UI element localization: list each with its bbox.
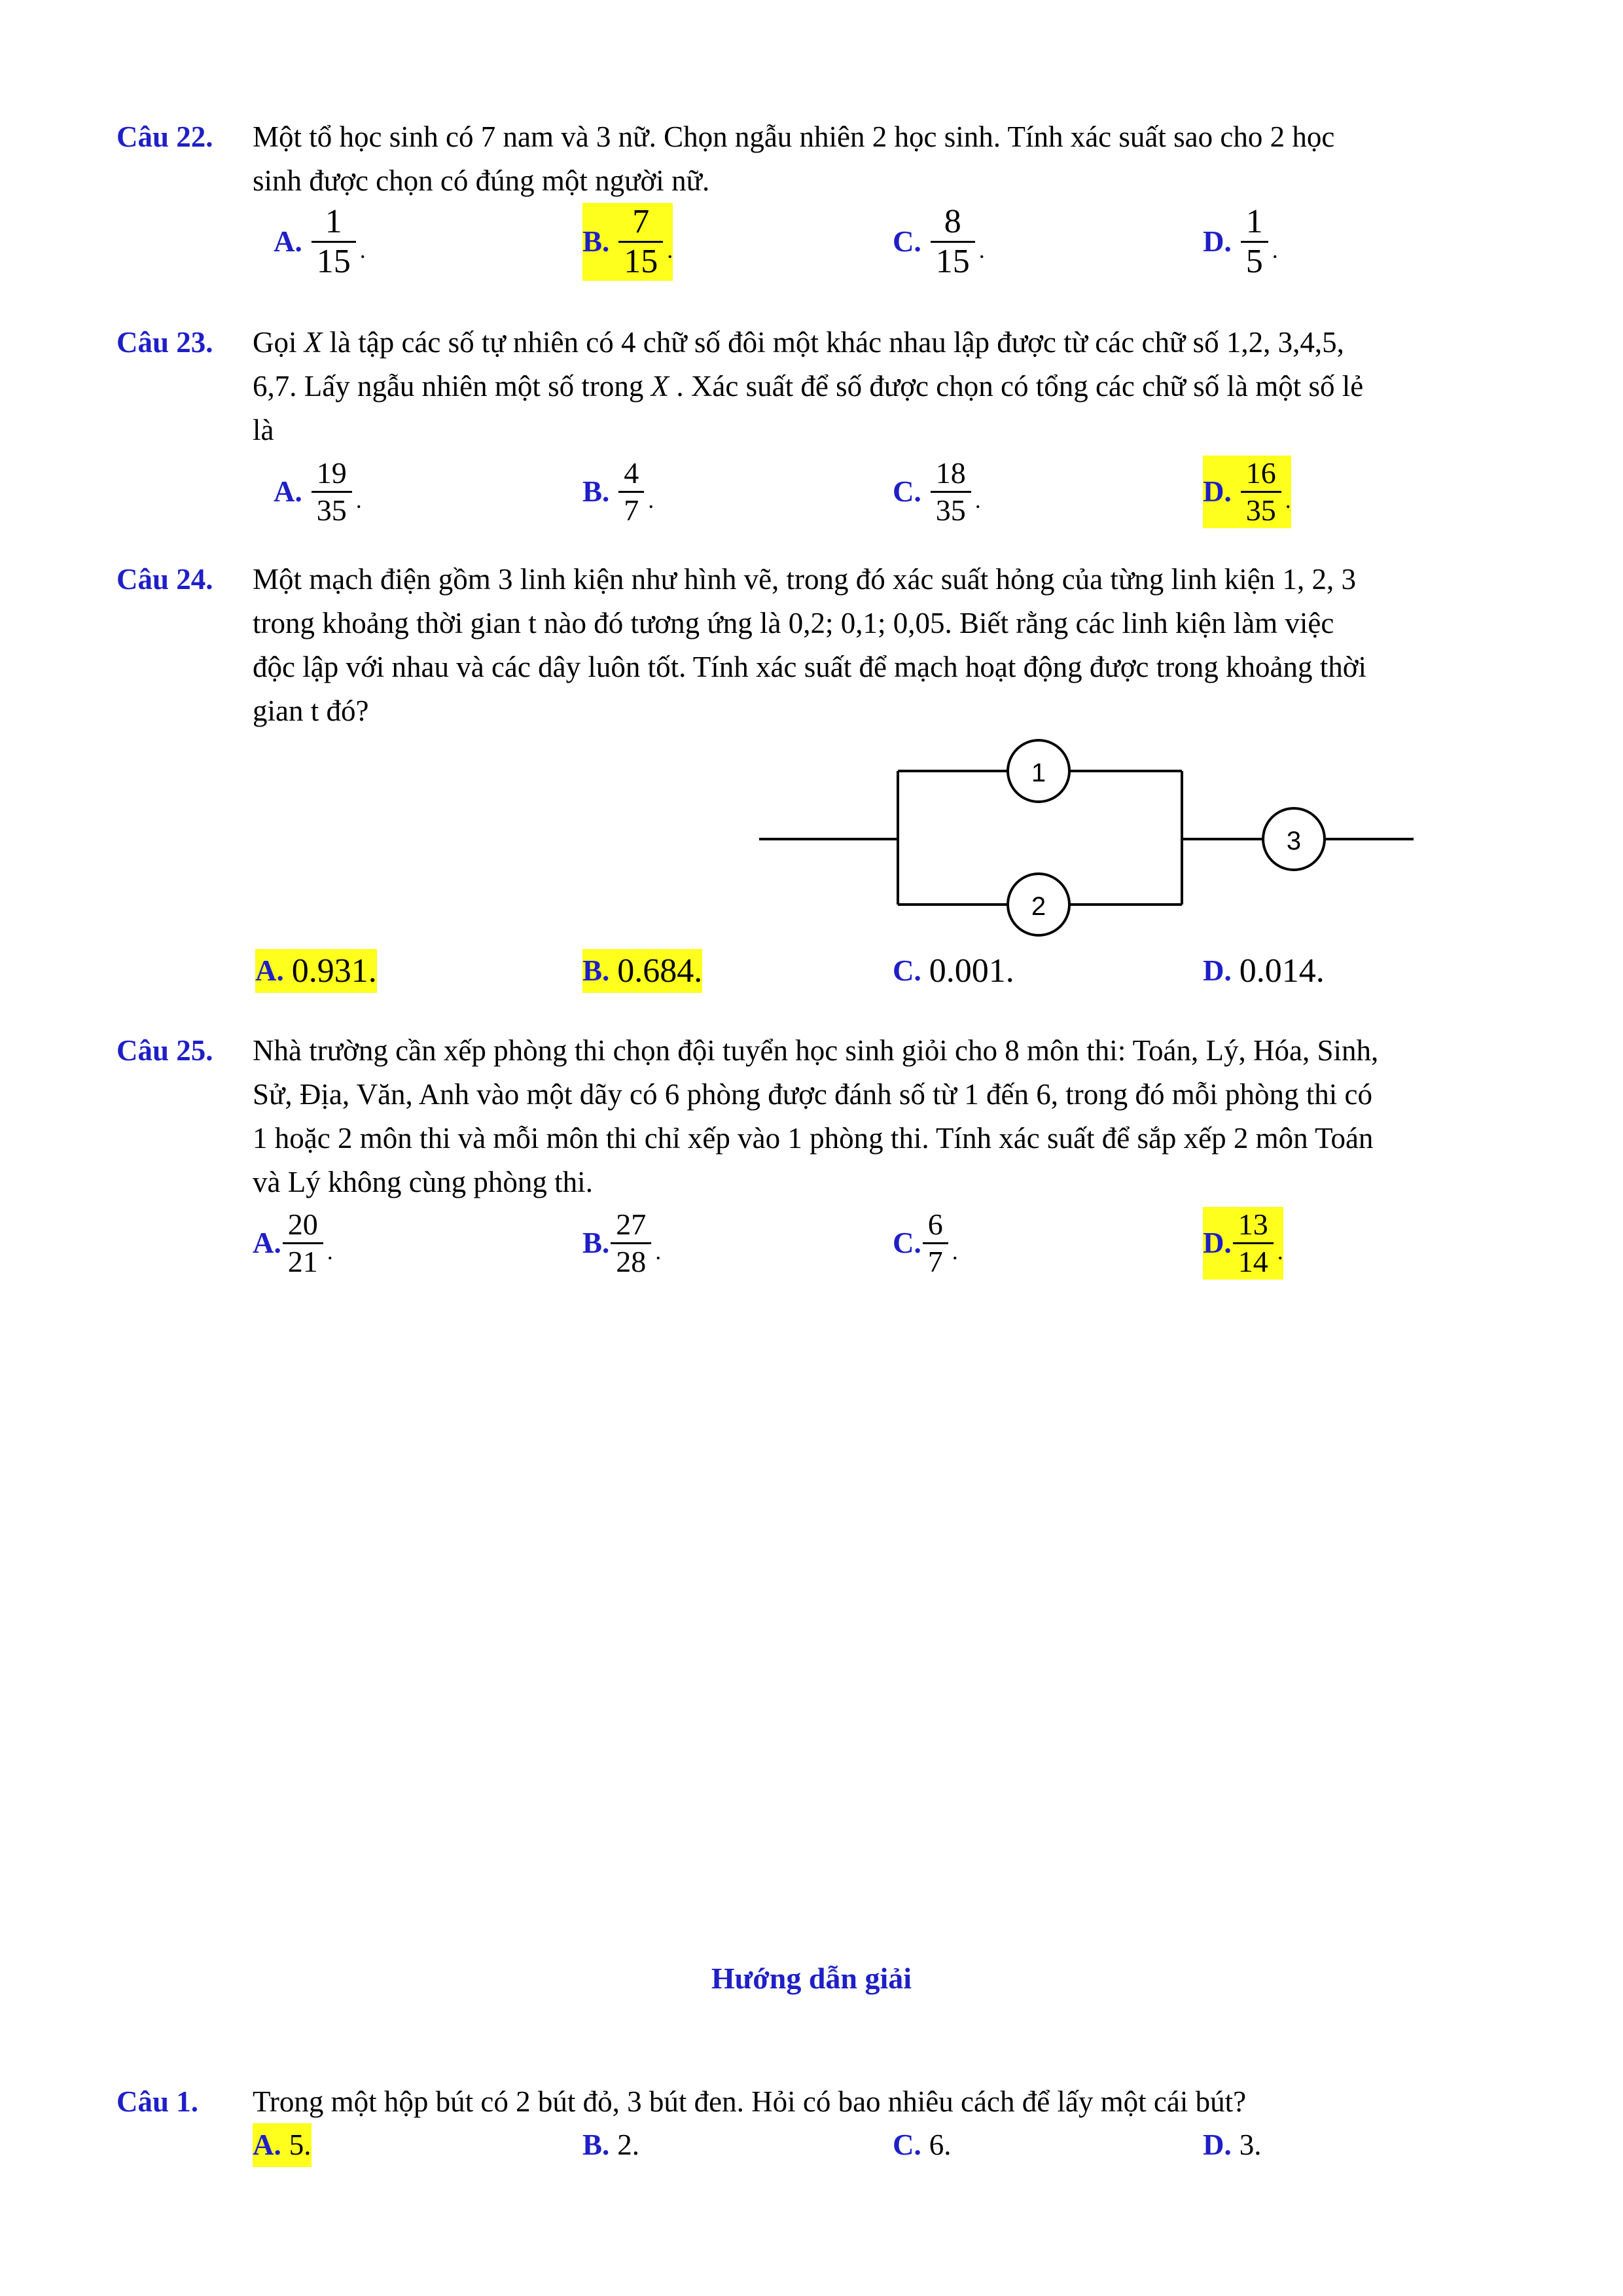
question-line: Một mạch điện gồm 3 linh kiện như hình vẽ, trong đó xác suất hỏng của từng linh kiện 1, 2, 3 xyxy=(253,563,1357,596)
math-variable: X xyxy=(304,326,323,359)
denominator: 28 xyxy=(611,1242,651,1280)
numerator: 4 xyxy=(624,456,639,490)
period: . xyxy=(944,2128,952,2161)
option-label: C. xyxy=(893,475,921,508)
option-b[interactable] xyxy=(582,949,702,993)
option-label: D. xyxy=(1203,954,1232,987)
numerator: 27 xyxy=(616,1208,647,1241)
question-line: Trong một hộp bút có 2 bút đỏ, 3 bút đen. Hỏi có bao nhiêu cách để lấy một cái bút? xyxy=(253,2085,1247,2118)
question-line: và Lý không cùng phòng thi. xyxy=(253,1166,593,1198)
component-3-label: 3 xyxy=(1286,827,1302,855)
question-number: Câu 22. xyxy=(116,120,213,153)
option-a[interactable] xyxy=(255,949,377,993)
period: . xyxy=(1254,2128,1262,2161)
text-part: 6,7. Lấy ngẫu nhiên một số trong xyxy=(253,370,651,403)
question-number: Câu 1. xyxy=(116,2085,199,2118)
option-a[interactable] xyxy=(274,456,362,528)
denominator: 7 xyxy=(923,1242,948,1280)
numerator: 13 xyxy=(1238,1208,1268,1241)
option-c[interactable] xyxy=(893,203,985,281)
period: . xyxy=(1315,952,1325,990)
period: . xyxy=(974,487,981,513)
text-part: là tập các số tự nhiên có 4 chữ số đôi một khác nhau lập được từ các chữ số 1,2, 3,4,5, xyxy=(322,326,1344,359)
period: . xyxy=(632,2128,640,2161)
question-number: Câu 23. xyxy=(116,326,213,359)
numerator: 8 xyxy=(944,203,961,240)
option-c[interactable] xyxy=(893,1207,958,1280)
denominator: 15 xyxy=(618,241,663,281)
numerator: 7 xyxy=(632,203,650,240)
text-part: . Xác suất để số được chọn có tổng các chữ số là một số lẻ xyxy=(669,370,1364,403)
question-22 xyxy=(116,115,1524,280)
question-23 xyxy=(116,321,1524,527)
component-2-label: 2 xyxy=(1031,892,1046,921)
denominator: 15 xyxy=(931,241,975,281)
option-d[interactable] xyxy=(1203,203,1278,281)
option-label: C. xyxy=(893,2128,921,2161)
fraction xyxy=(931,203,975,281)
option-value: 0.931 xyxy=(291,952,368,990)
fraction xyxy=(1233,1207,1274,1280)
solutions-heading: Hướng dẫn giải xyxy=(711,1962,912,1995)
question-line: Nhà trường cần xếp phòng thi chọn đội tuyển học sinh giỏi cho 8 môn thi: Toán, Lý, Hóa, Sinh, xyxy=(253,1034,1379,1067)
option-a[interactable] xyxy=(253,2123,312,2167)
option-label: B. xyxy=(582,475,610,508)
option-b[interactable] xyxy=(582,1207,661,1280)
fraction xyxy=(618,203,663,281)
fraction xyxy=(283,1207,323,1280)
option-value: 2 xyxy=(617,2128,632,2161)
text-part: Gọi xyxy=(253,326,304,359)
period: . xyxy=(1272,237,1278,263)
period: . xyxy=(1277,1238,1283,1265)
fraction xyxy=(312,456,352,528)
fraction xyxy=(611,1207,651,1280)
numerator: 1 xyxy=(1245,203,1263,240)
option-value: 0.001 xyxy=(929,952,1006,990)
numerator: 18 xyxy=(935,456,966,490)
option-value: 6 xyxy=(929,2128,944,2161)
question-line: Sử, Địa, Văn, Anh vào một dãy có 6 phòng được đánh số từ 1 đến 6, trong đó mỗi phòng thi có xyxy=(253,1078,1372,1111)
option-label: D. xyxy=(1203,1227,1232,1259)
question-line: độc lập với nhau và các dây luôn tốt. Tính xác suất để mạch hoạt động được trong khoảng thời xyxy=(253,651,1367,683)
option-label: B. xyxy=(582,1227,610,1259)
denominator: 15 xyxy=(312,241,356,281)
period: . xyxy=(1285,487,1291,513)
option-label: B. xyxy=(582,954,610,987)
option-b[interactable] xyxy=(582,203,673,281)
denominator: 35 xyxy=(931,491,971,528)
option-d[interactable] xyxy=(1203,949,1325,993)
period: . xyxy=(978,237,985,263)
numerator: 16 xyxy=(1245,456,1276,490)
question-25 xyxy=(116,1029,1524,1278)
option-d[interactable] xyxy=(1203,1207,1283,1280)
fraction xyxy=(1241,203,1268,281)
option-c[interactable] xyxy=(893,2123,952,2167)
question-line: sinh được chọn có đúng một người nữ. xyxy=(253,164,710,197)
period: . xyxy=(1005,952,1014,990)
question-line: gian t đó? xyxy=(253,694,369,727)
question-line: Một tổ học sinh có 7 nam và 3 nữ. Chọn ngẫu nhiên 2 học sinh. Tính xác suất sao cho 2 học xyxy=(253,120,1335,153)
question-number: Câu 24. xyxy=(116,563,213,596)
fraction xyxy=(931,456,971,528)
option-label: D. xyxy=(1203,225,1232,258)
denominator: 35 xyxy=(1241,491,1281,528)
question-line: trong khoảng thời gian t nào đó tương ứng là 0,2; 0,1; 0,05. Biết rằng các linh kiện làm việc xyxy=(253,607,1334,639)
denominator: 7 xyxy=(618,491,644,528)
circuit-diagram xyxy=(753,726,1420,942)
period: . xyxy=(368,952,377,990)
fraction xyxy=(1241,456,1281,528)
period: . xyxy=(655,1238,662,1265)
option-value: 5 xyxy=(289,2128,304,2161)
option-label: C. xyxy=(893,1227,921,1259)
period: . xyxy=(952,1238,958,1265)
question-number: Câu 25. xyxy=(116,1034,213,1067)
math-variable: X xyxy=(651,370,669,403)
question-text xyxy=(253,558,1524,733)
option-label: A. xyxy=(274,225,302,258)
option-a[interactable] xyxy=(253,1207,333,1280)
option-c[interactable] xyxy=(893,456,981,528)
period: . xyxy=(648,487,654,513)
denominator: 35 xyxy=(312,491,352,528)
period: . xyxy=(667,237,673,263)
period: . xyxy=(327,1238,333,1265)
option-value: 0.014 xyxy=(1239,952,1316,990)
option-a[interactable] xyxy=(274,203,366,281)
option-label: A. xyxy=(255,954,284,987)
option-value: 0.684 xyxy=(617,952,694,990)
option-d[interactable] xyxy=(1203,2123,1262,2167)
fraction xyxy=(312,203,356,281)
question-line xyxy=(253,365,1524,408)
option-b[interactable] xyxy=(582,2123,639,2167)
question-text xyxy=(253,115,1524,203)
question-line: là xyxy=(253,414,274,446)
denominator: 21 xyxy=(283,1242,323,1280)
question-text xyxy=(253,2080,1524,2124)
option-label: A. xyxy=(253,2128,281,2161)
question-text xyxy=(253,321,1524,452)
option-label: D. xyxy=(1203,2128,1232,2161)
option-label: B. xyxy=(582,2128,610,2161)
option-label: A. xyxy=(253,1227,281,1259)
option-label: A. xyxy=(274,475,302,508)
numerator: 20 xyxy=(287,1208,318,1241)
option-d[interactable] xyxy=(1203,456,1291,528)
solution-question-1 xyxy=(116,2080,1524,2161)
question-line xyxy=(253,321,1524,365)
period: . xyxy=(694,952,703,990)
numerator: 1 xyxy=(325,203,342,240)
option-label: B. xyxy=(582,225,610,258)
question-24 xyxy=(116,558,1524,733)
period: . xyxy=(355,487,362,513)
period: . xyxy=(304,2128,312,2161)
denominator: 14 xyxy=(1233,1242,1274,1280)
option-label: C. xyxy=(893,954,921,987)
question-text xyxy=(253,1029,1524,1204)
denominator: 5 xyxy=(1241,241,1268,281)
period: . xyxy=(359,237,366,263)
option-label: D. xyxy=(1203,475,1232,508)
fraction xyxy=(923,1207,948,1280)
option-label: C. xyxy=(893,225,921,258)
option-value: 3 xyxy=(1239,2128,1255,2161)
option-c[interactable] xyxy=(893,949,1014,993)
numerator: 19 xyxy=(316,456,347,490)
component-1-label: 1 xyxy=(1031,759,1046,787)
option-b[interactable] xyxy=(582,456,654,528)
numerator: 6 xyxy=(927,1208,943,1241)
fraction xyxy=(618,456,644,528)
question-line: 1 hoặc 2 môn thi và mỗi môn thi chỉ xếp vào 1 phòng thi. Tính xác suất để sắp xếp 2 môn Toán xyxy=(253,1122,1374,1155)
